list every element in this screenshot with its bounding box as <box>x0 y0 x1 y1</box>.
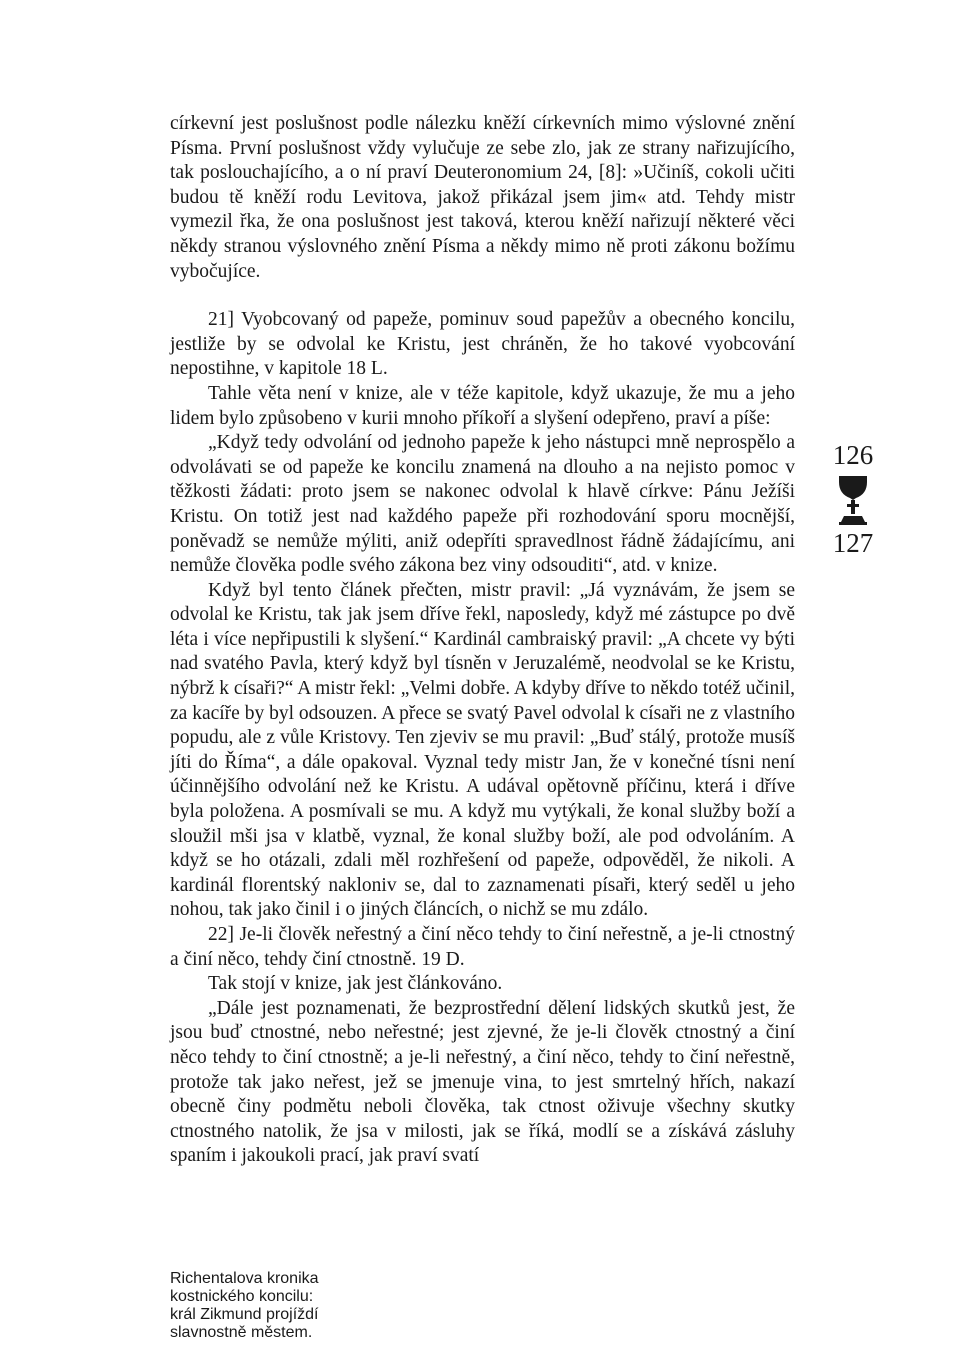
caption-line: kostnického koncilu: <box>170 1288 314 1305</box>
page-number-to: 127 <box>832 528 874 558</box>
paragraph-book-note: Tak stojí v knize, jak jest článkováno. <box>208 973 503 995</box>
paragraph-commentary: Tahle věta není v knize, ale v téže kapitole, když ukazuje, že mu a jeho lidem bylo způsobeno v kurii mnoho příkoří a slyšení odepřeno, praví a píše: <box>170 382 795 429</box>
paragraph-hearing: Když byl tento článek přečten, mistr pravil: „Já vyznávám, že jsem se odvolal ke Kristu, tak jak jsem dříve řekl, naposledy, když mé zástupce po dvě léta i více nepřipustili k slyšení.“ Kardinál cambraiský pravil: „A chcete vy býti nad svatého Pavla, který když byl tísněn v Jeruzalémě, neodvolal se ke Kristu, nýbrž k císaři?“ A mistr řekl: „Velmi dobře. A kdyby dříve to někdo totéž učinil, za kacíře by byl odsouzen. A přece se svatý Pavel odvolal k císaři ne z vlastního popudu, ale z vůle Kristovy. Ten zjeviv se mu pravil: „Buď stálý, protože musíš jíti do Říma“, a dále opakoval. Vyznal tedy mistr Jan, že v konečné tísni není účinnějšího odvolání než ke Kristu. A udával opětovně příčinu, která i dříve byla položena. A posmívali se mu. A když mu vytýkali, že konal služby boží a sloužil mši jsa v klatbě, vyznal, že konal služby boží, ale pod odvoláním. A když se ho otázali, zdali měl rozhřešení od papeže, odpověděl, že nikoli. A kardinál florentský nakloniv se, dal to zaznamenati písaři, který seděl u jeho nohou, tak jako činil i o jiných článcích, o nichž se mu zdálo. <box>170 579 795 921</box>
paragraph-quote: „Když tedy odvolání od jednoho papeže k jeho nástupci mně neprospělo a odvolávati se od papeže ke koncilu znamená na dlouho a na nejisto pomoc v těžkosti žádati: proto jsem se nakonec odvolal k hlavě církve: Pánu Ježíši Kristu. On totiž jest nad každého papeže při rozhodování sporu mocnější, poněvadž se nemůže mýliti, aniž odepříti spravedlnost řádně žádajícímu, ani nemůže člověka podle svého zákona bez viny odsouditi“, atd. v knize. <box>170 432 795 577</box>
paragraph-article-22: 22] Je-li člověk neřestný a činí něco tehdy to činí neřestně, a je-li ctnostný a činí něco, tehdy činí ctnostně. 19 D. <box>170 924 795 970</box>
illustration-caption <box>170 1270 470 1342</box>
main-text-column <box>170 112 795 1169</box>
caption-line: Richentalova kronika <box>170 1270 319 1287</box>
caption-line: slavnostně městem. <box>170 1324 313 1341</box>
chalice-icon <box>836 474 870 526</box>
margin-page-reference <box>818 440 888 558</box>
paragraph-article-21: 21] Vyobcovaný od papeže, pominuv soud papežův a obecného koncilu, jestliže by se odvolal ke Kristu, jest chráněn, že ho takové vyobcování nepostihne, v kapitole 18 L. <box>170 309 795 380</box>
paragraph-continuation: církevní jest poslušnost podle nálezku kněží církevních mimo výslovné znění Písma. První poslušnost vždy vylučuje ze sebe zlo, jak ze strany nařizujícího, tak poslouchajícího, a o ní praví Deuteronomium 24, [8]: »Učiníš, cokoli učiti budou tě kněží rodu Levitova, jakož přikázal jsem jim« atd. Tehdy mistr vymezil řka, že ona poslušnost jest taková, kterou kněží nařizují některé věci někdy stranou výslovného znění Písma a někdy mimo ně proti zákonu božímu vybočujíce. <box>170 113 795 282</box>
caption-line: král Zikmund projíždí <box>170 1306 319 1323</box>
page-number-from: 126 <box>832 440 874 470</box>
paragraph-quote-2: „Dále jest poznamenati, že bezprostřední dělení lidských skutků jest, že jsou buď ctnostné, nebo neřestné; jest zjevné, že je-li člověk ctnostný a činí něco tehdy to činí ctnostně; a je-li neřestný, a činí něco, tehdy to činí neřestně, protože tak jako neřest, jež se jmenuje vina, to jest smrtelný hřích, nakazí obecně činy podmětu neboli člověka, tak ctnost oživuje všechny skutky ctnostného natolik, že jsa v milosti, jak se říká, modlí se a získává zásluhy spaním i jakoukoli prací, jak praví svatí <box>170 997 795 1167</box>
